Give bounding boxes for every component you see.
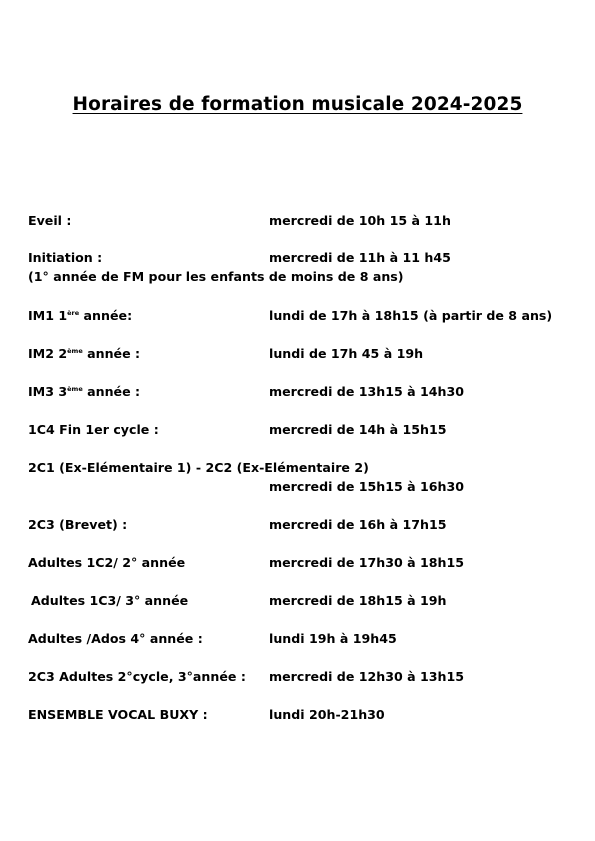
entry-label (28, 306, 132, 325)
entry-label: 2C3 (Brevet) : (28, 517, 128, 532)
entry-label: ENSEMBLE VOCAL BUXY : (28, 707, 208, 722)
entry-time: mercredi de 13h15 à 14h30 (269, 384, 465, 399)
entry-label-ordinal: ème (67, 385, 83, 393)
entry-label: Adultes 1C3/ 3° année (31, 593, 189, 608)
entry-time: mercredi de 18h15 à 19h (269, 593, 447, 608)
entry-label-suffix: année : (82, 384, 141, 399)
entry-label: 2C3 Adultes 2°cycle, 3°année : (28, 669, 246, 684)
entry-time: mercredi de 16h à 17h15 (269, 517, 447, 532)
entry-time: mercredi de 14h à 15h15 (269, 422, 447, 437)
entry-time: mercredi de 12h30 à 13h15 (269, 669, 465, 684)
page-title: Horaires de formation musicale 2024-2025 (72, 94, 523, 115)
entry-label-suffix: année : (82, 346, 141, 361)
entry-label: 1C4 Fin 1er cycle : (28, 422, 159, 437)
entry-time: lundi 20h-21h30 (269, 707, 385, 722)
entry-time: mercredi de 11h à 11 h45 (269, 250, 451, 265)
entry-label (28, 382, 140, 401)
entry-label-ordinal: ème (67, 347, 83, 355)
entry-label: Adultes 1C2/ 2° année (28, 555, 186, 570)
entry-label-ordinal: ère (67, 309, 80, 317)
entry-time: mercredi de 17h30 à 18h15 (269, 555, 465, 570)
entry-time: lundi 19h à 19h45 (269, 631, 397, 646)
entry-label-suffix: année: (79, 308, 133, 323)
entry-label: Eveil : (28, 213, 72, 228)
entry-label-main: IM2 2 (28, 346, 68, 361)
entry-label-main: IM3 3 (28, 384, 68, 399)
entry-time: lundi de 17h à 18h15 (à partir de 8 ans) (269, 308, 553, 323)
entry-label: Initiation : (28, 250, 103, 265)
entry-time: mercredi de 15h15 à 16h30 (269, 479, 465, 494)
entry-label: 2C1 (Ex-Elémentaire 1) - 2C2 (Ex-Elémentaire 2) (28, 460, 369, 475)
entry-time: mercredi de 10h 15 à 11h (269, 213, 451, 228)
entry-note: (1° année de FM pour les enfants de moins de 8 ans) (28, 269, 404, 284)
entry-label (28, 344, 140, 363)
entry-label: Adultes /Ados 4° année : (28, 631, 203, 646)
entry-time: lundi de 17h 45 à 19h (269, 346, 424, 361)
entry-label-main: IM1 1 (28, 308, 68, 323)
